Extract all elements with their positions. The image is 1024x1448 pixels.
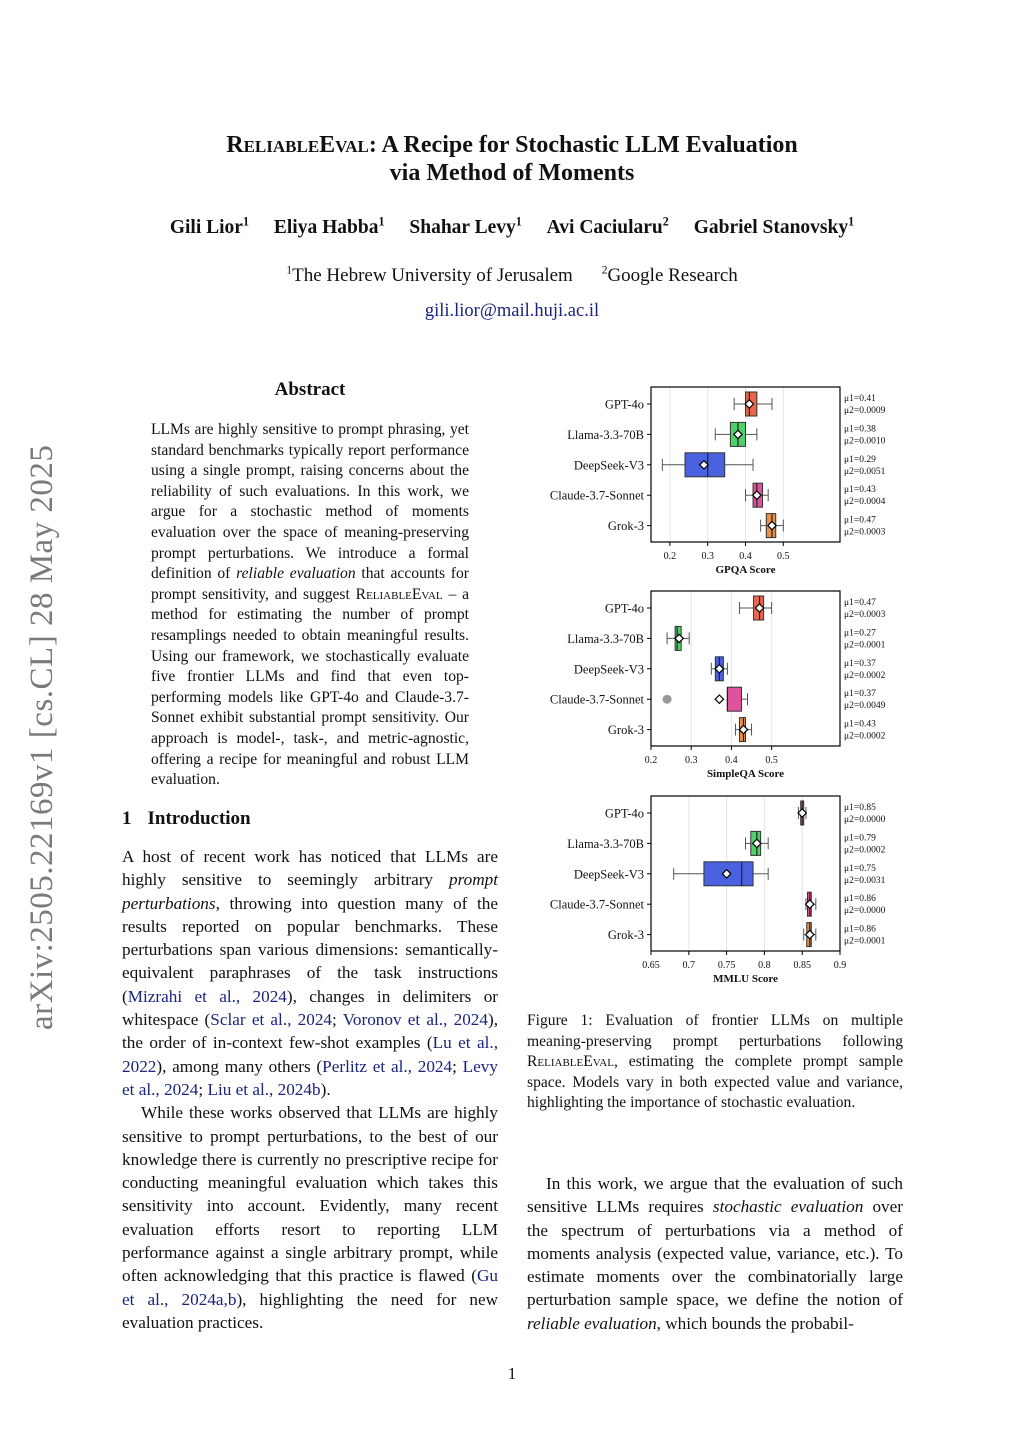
y-tick-label: Claude-3.7-Sonnet: [549, 692, 644, 707]
y-tick-label: DeepSeek-V3: [573, 458, 644, 473]
moment-mu2-label: μ2=0.0000: [844, 815, 886, 825]
moment-mu2-label: μ2=0.0004: [844, 497, 886, 508]
x-tick-label: 0.4: [725, 755, 738, 766]
moment-mu1-label: μ1=0.43: [844, 719, 876, 730]
moment-mu2-label: μ2=0.0051: [844, 466, 886, 477]
citation-link[interactable]: Liu et al., 2024b: [207, 1079, 321, 1099]
author: Avi Caciularu$^2$: [546, 214, 669, 238]
citation-link[interactable]: Sclar et al., 2024: [210, 1010, 333, 1030]
introduction-body: [122, 845, 498, 1334]
intro-paragraph: A host of recent work has noticed that LLMs are highly sensitive to seemingly arbitrary prompt perturbations, throwing into question many of the results reported on popular benchmarks. These perturbations span various dimensions: semantically-equivalent paraphrases of the task instructions (Mizrahi et al., 2024), changes in delimiters or whitespace (Sclar et al., 2024; Voronov et al., 2024), the order of in-context few-shot examples (Lu et al., 2022), among many others (Perlitz et al., 2024; Levy et al., 2024; Liu et al., 2024b).: [122, 847, 499, 1099]
title-method-name: ReliableEval: [226, 132, 369, 158]
mean-marker: [715, 695, 723, 703]
moment-mu2-label: μ2=0.0002: [844, 731, 886, 742]
x-tick-label: 0.2: [644, 755, 658, 766]
citation-link[interactable]: Levy et al., 2024: [122, 1056, 498, 1099]
moment-mu1-label: μ1=0.43: [844, 485, 876, 496]
citation-link[interactable]: Gu et al., 2024a,b: [122, 1266, 498, 1309]
moment-mu1-label: μ1=0.37: [844, 658, 876, 669]
citation-link[interactable]: Perlitz et al., 2024: [322, 1056, 453, 1076]
y-tick-label: Grok-3: [607, 519, 644, 534]
section-heading-introduction: 1 Introduction: [122, 808, 251, 829]
y-tick-label: Grok-3: [607, 723, 644, 738]
citation-link[interactable]: Voronov et al., 2024: [342, 1010, 488, 1030]
x-tick-label: 0.8: [758, 960, 771, 971]
x-tick-label: 0.3: [701, 551, 714, 562]
author: Eliya Habba$^1$: [273, 214, 385, 238]
x-tick-label: 0.3: [684, 755, 698, 766]
abstract-heading: Abstract: [274, 379, 346, 400]
moment-mu1-label: μ1=0.85: [844, 803, 876, 813]
y-tick-label: Llama-3.3-70B: [567, 427, 644, 442]
moment-mu1-label: μ1=0.37: [844, 689, 876, 700]
intro-paragraph: While these works observed that LLMs are highly sensitive to prompt perturbations, to the best of our knowledge there is currently no prescriptive recipe for conducting meaningful evaluation which takes this sensitivity into account. Evidently, many recent evaluation efforts resort to reporting LLM performance against a single arbitrary prompt, while often acknowledging that this practice is flawed (Gu et al., 2024a,b), highlighting the need for new evaluation practices.: [122, 1103, 499, 1332]
moment-mu1-label: μ1=0.86: [844, 924, 876, 935]
y-tick-label: Llama-3.3-70B: [567, 836, 644, 851]
x-axis-label: SimpleQA Score: [706, 768, 785, 780]
moment-mu2-label: μ2=0.0049: [844, 701, 886, 712]
moment-mu2-label: μ2=0.0002: [844, 845, 886, 856]
arxiv-identifier: arXiv:2505.22169v1 [cs.CL] 28 May 2025: [24, 444, 60, 1030]
box: [727, 687, 741, 711]
x-axis-label: MMLU Score: [713, 973, 778, 985]
figure-1-svg: [520, 378, 910, 990]
x-tick-label: 0.75: [717, 960, 736, 971]
y-tick-label: Grok-3: [607, 928, 644, 943]
affiliation: $^1$The Hebrew University of Jerusalem: [286, 263, 573, 286]
figure-1-caption: Figure 1: Evaluation of frontier LLMs on multiple meaning-preserving prompt perturbations following ReliableEval, estimating the complete prompt sample space. Models vary in both expected value and variance, highlighting the importance of stochastic evaluation.: [527, 1012, 903, 1112]
moment-mu2-label: μ2=0.0010: [844, 436, 886, 447]
moment-mu2-label: μ2=0.0003: [844, 527, 886, 538]
author: Gili Lior$^1$: [169, 214, 249, 238]
abstract-body: LLMs are highly sensitive to prompt phrasing, yet standard benchmarks typically report performance using a single prompt, raising concerns about the reliability of such evaluations. In this work, we argue for a stochastic method of moments evaluation over the space of meaning-preserving prompt perturbations. We introduce a formal definition of reliable evaluation that accounts for prompt sensitivity, and suggest ReliableEval – a method for estimating the number of prompt resamplings needed to obtain meaningful results. Using our framework, we stochastically evaluate five frontier LLMs and find that even top-performing models like GPT-4o and Claude-3.7-Sonnet exhibit substantial prompt sensitivity. Our approach is model-, task-, and metric-agnostic, offering a recipe for meaningful and robust LLM evaluation.: [151, 421, 469, 789]
author: Gabriel Stanovsky$^1$: [693, 214, 855, 238]
author-list: [100, 214, 924, 239]
moment-mu1-label: μ1=0.47: [844, 515, 876, 526]
moment-mu1-label: μ1=0.27: [844, 628, 876, 639]
y-tick-label: DeepSeek-V3: [573, 867, 644, 882]
page-number: 1: [507, 1364, 517, 1383]
x-tick-label: 0.5: [777, 551, 790, 562]
moment-mu1-label: μ1=0.38: [844, 424, 876, 435]
moment-mu1-label: μ1=0.75: [844, 863, 876, 874]
moment-mu2-label: μ2=0.0000: [844, 906, 886, 917]
x-tick-label: 0.4: [739, 551, 752, 562]
moment-mu2-label: μ2=0.0003: [844, 610, 886, 620]
author: Shahar Levy$^1$: [409, 214, 522, 238]
moment-mu2-label: μ2=0.0031: [844, 875, 886, 886]
title-line1: : A Recipe for Stochastic LLM Evaluation: [368, 132, 798, 158]
y-tick-label: Llama-3.3-70B: [567, 631, 644, 646]
mean-marker: [806, 900, 814, 908]
x-tick-label: 0.7: [682, 960, 696, 971]
affiliation: $^2$Google Research: [601, 263, 738, 286]
title-line2: via Method of Moments: [389, 160, 635, 186]
y-tick-label: Claude-3.7-Sonnet: [549, 488, 644, 503]
x-tick-label: 0.9: [833, 960, 847, 971]
y-tick-label: GPT-4o: [604, 397, 644, 412]
y-tick-label: GPT-4o: [604, 601, 644, 616]
x-tick-label: 0.85: [793, 960, 811, 971]
moment-mu2-label: μ2=0.0001: [844, 936, 886, 947]
figure-1-boxplots: [520, 378, 910, 990]
moment-mu2-label: μ2=0.0002: [844, 670, 886, 681]
x-tick-label: 0.2: [663, 551, 677, 562]
right-column-paragraph: In this work, we argue that the evaluation of such sensitive LLMs requires stochastic evaluation over the spectrum of perturbations via a method of moments analysis (expected value, variance, etc.). To estimate moments over the combinatorially large perturbation sample space, we define the notion of reliable evaluation, which bounds the probabil-: [527, 1174, 904, 1333]
y-tick-label: GPT-4o: [604, 806, 644, 821]
moment-mu1-label: μ1=0.86: [844, 894, 876, 905]
moment-mu2-label: μ2=0.0001: [844, 640, 886, 651]
citation-link[interactable]: Lu et al., 2022: [122, 1033, 499, 1076]
x-axis-label: GPQA Score: [715, 564, 776, 576]
citation-link[interactable]: Mizrahi et al., 2024: [127, 986, 287, 1006]
moment-mu1-label: μ1=0.47: [844, 598, 876, 608]
mean-marker: [798, 809, 806, 817]
moment-mu1-label: μ1=0.79: [844, 833, 876, 844]
x-tick-label: 0.65: [642, 960, 660, 971]
moment-mu2-label: μ2=0.0009: [844, 406, 886, 416]
y-tick-label: DeepSeek-V3: [573, 662, 644, 677]
paper-title: [140, 131, 884, 187]
affiliations: [100, 265, 924, 287]
y-tick-label: Claude-3.7-Sonnet: [549, 897, 644, 912]
moment-mu1-label: μ1=0.41: [844, 394, 876, 404]
x-tick-label: 0.5: [765, 755, 778, 766]
outlier-point: [663, 695, 672, 704]
moment-mu1-label: μ1=0.29: [844, 454, 876, 465]
author-email-link[interactable]: gili.lior@mail.huji.ac.il: [424, 301, 600, 321]
